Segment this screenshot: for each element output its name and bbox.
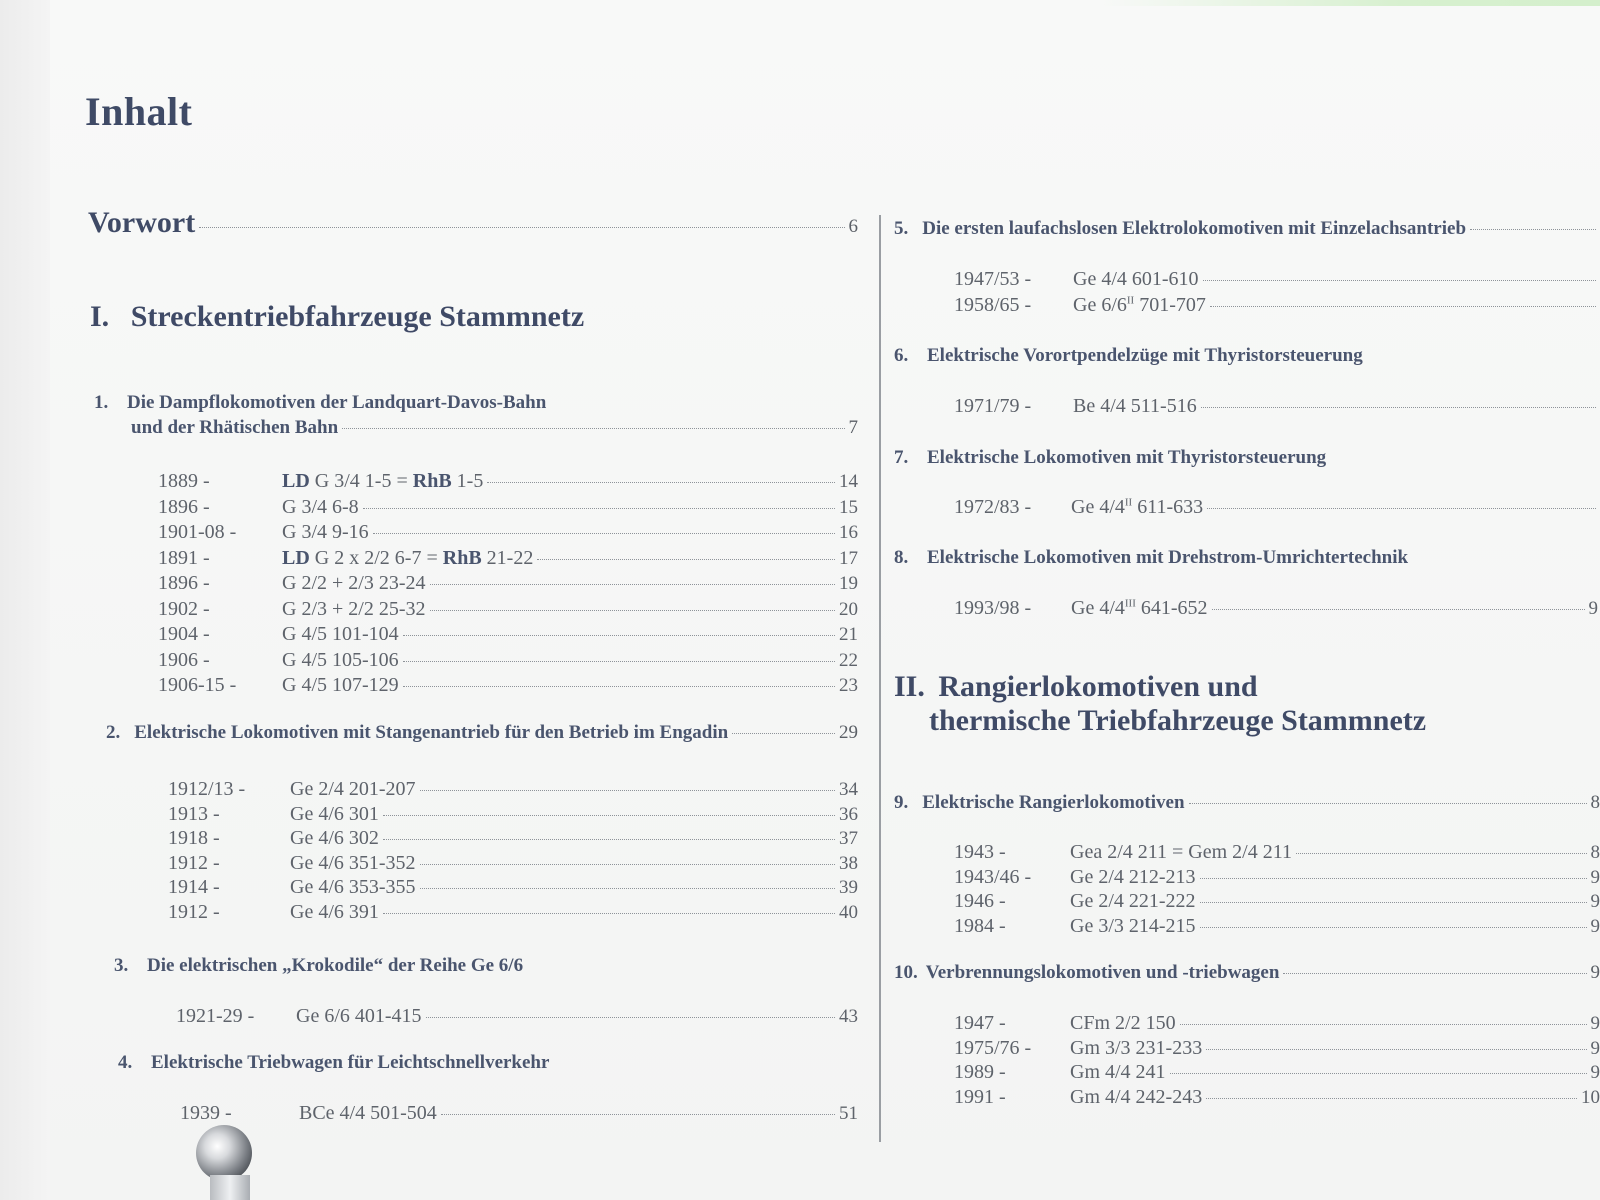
toc-entry[interactable] bbox=[1070, 1086, 1600, 1109]
page-number: 37 bbox=[839, 828, 858, 849]
dot-leader bbox=[1283, 973, 1586, 974]
toc-entry[interactable] bbox=[282, 649, 858, 672]
entry-title: Ge $4/4^{III}$ 641-652 bbox=[1071, 597, 1208, 619]
page-number: 8 bbox=[1590, 792, 1600, 813]
entry-title: Ge 2/4 201-207 bbox=[290, 778, 416, 800]
entry-year: 1971/79 - bbox=[954, 395, 1032, 417]
entry-title: LD G 3/4 1-5 = RhB 1-5 bbox=[282, 470, 484, 492]
entry-year: 1972/83 - bbox=[954, 496, 1032, 518]
dot-leader bbox=[430, 610, 836, 611]
toc-entry[interactable] bbox=[282, 623, 858, 646]
entry-year: 1947/53 - bbox=[954, 268, 1032, 290]
page-number: 9 bbox=[1590, 962, 1600, 983]
entry-title: Ge 2/4 212-213 bbox=[1070, 865, 1196, 888]
entry-title: G 3/4 6-8 bbox=[282, 495, 359, 518]
entry-year: 1889 - bbox=[158, 470, 210, 492]
dot-leader bbox=[1203, 280, 1596, 281]
toc-entry[interactable] bbox=[290, 901, 858, 924]
chapter-title: Die ersten laufachslosen Elektrolokomotiven mit Einzelachsantrieb bbox=[922, 218, 1467, 239]
page-number: 43 bbox=[839, 1006, 858, 1027]
entry-title: BCe 4/4 501-504 bbox=[299, 1102, 437, 1124]
page-number: 8 bbox=[1590, 842, 1600, 863]
railway-abbr: RhB bbox=[442, 546, 482, 569]
chapter-number: 10. bbox=[894, 962, 918, 983]
entry-title: Ge 6/6 401-415 bbox=[296, 1005, 422, 1027]
binder-knob bbox=[196, 1125, 252, 1181]
dot-leader bbox=[373, 533, 835, 534]
toc-entry[interactable] bbox=[282, 674, 858, 697]
entry-year: 1913 - bbox=[168, 802, 220, 825]
chapter-title: Elektrische Rangierlokomotiven bbox=[922, 792, 1185, 813]
toc-vorwort[interactable] bbox=[88, 206, 858, 240]
chapter-number: 2. bbox=[106, 722, 121, 743]
dot-leader bbox=[487, 482, 835, 483]
part-heading-1 bbox=[90, 300, 584, 334]
page-number: 21 bbox=[839, 624, 858, 645]
toc-entry[interactable] bbox=[1073, 395, 1600, 418]
chapter-title: Elektrische Vorortpendelzüge mit Thyristorsteuerung bbox=[927, 345, 1363, 366]
class-superscript: II bbox=[1126, 294, 1135, 307]
railway-abbr: RhB bbox=[412, 470, 452, 492]
entry-title: G 3/4 9-16 bbox=[282, 521, 369, 543]
entry-year: 1912/13 - bbox=[168, 778, 246, 800]
entry-title: G 4/5 107-129 bbox=[282, 674, 399, 696]
dot-leader bbox=[1207, 508, 1596, 509]
chapter-1-heading[interactable] bbox=[94, 392, 546, 414]
page-number: 14 bbox=[839, 471, 858, 492]
dot-leader bbox=[1180, 1024, 1587, 1025]
page-number: 51 bbox=[839, 1103, 858, 1124]
entry-year: 1902 - bbox=[158, 597, 210, 620]
chapter-number: 8. bbox=[894, 547, 909, 568]
dot-leader bbox=[1206, 1098, 1577, 1099]
chapter-title: Elektrische Lokomotiven mit Drehstrom-Umrichtertechnik bbox=[927, 547, 1409, 568]
dot-leader bbox=[1470, 229, 1596, 230]
part-heading-2 bbox=[894, 670, 1258, 704]
toc-entry[interactable] bbox=[1070, 915, 1600, 938]
dot-leader bbox=[383, 839, 835, 840]
entry-year: 1989 - bbox=[954, 1061, 1006, 1083]
dot-leader bbox=[420, 888, 835, 889]
entry-year: 1896 - bbox=[158, 495, 210, 518]
entry-year: 1939 - bbox=[180, 1102, 232, 1124]
dot-leader bbox=[1212, 609, 1585, 610]
page-number: 6 bbox=[848, 216, 858, 237]
entry-year: 1943/46 - bbox=[954, 865, 1032, 888]
entry-year: 1943 - bbox=[954, 841, 1006, 863]
toc-entry[interactable] bbox=[1070, 1061, 1600, 1084]
dot-leader bbox=[1189, 803, 1587, 804]
dot-leader bbox=[1200, 902, 1587, 903]
chapter-10-heading[interactable] bbox=[894, 962, 1600, 984]
page-number: 9 bbox=[1590, 1037, 1600, 1059]
dot-leader bbox=[1296, 853, 1587, 854]
chapter-title: Verbrennungslokomotiven und -triebwagen bbox=[925, 962, 1280, 983]
toc-entry[interactable] bbox=[282, 496, 858, 519]
entry-title: Ge 4/6 391 bbox=[290, 900, 379, 923]
background-band bbox=[1100, 0, 1600, 6]
toc-entry[interactable] bbox=[1070, 841, 1600, 864]
page-number: 22 bbox=[839, 649, 858, 671]
chapter-number: 1. bbox=[94, 392, 109, 413]
entry-title: Gea 2/4 211 = Gem 2/4 211 bbox=[1070, 841, 1292, 863]
entry-year: 1946 - bbox=[954, 890, 1006, 912]
page-number: 9 bbox=[1590, 915, 1600, 937]
chapter-number: 4. bbox=[118, 1052, 133, 1073]
entry-year: 1918 - bbox=[168, 827, 220, 849]
toc-entry[interactable] bbox=[296, 1005, 858, 1028]
entry-year: 1921-29 - bbox=[176, 1005, 255, 1027]
entry-year: 1896 - bbox=[158, 572, 210, 594]
entry-year: 1947 - bbox=[954, 1012, 1006, 1034]
dot-leader bbox=[1200, 878, 1587, 879]
toc-entry[interactable] bbox=[1073, 294, 1600, 317]
toc-entry[interactable] bbox=[1071, 496, 1600, 519]
dot-leader bbox=[342, 428, 844, 429]
entry-title: Gm 3/3 231-233 bbox=[1070, 1036, 1203, 1059]
page-number: 15 bbox=[839, 496, 858, 518]
entry-title: G 2/2 + 2/3 23-24 bbox=[282, 572, 426, 594]
chapter-title-cont: und der Rhätischen Bahn bbox=[131, 417, 339, 438]
chapter-4-heading[interactable] bbox=[118, 1052, 549, 1074]
entry-title: G 4/5 105-106 bbox=[282, 648, 399, 671]
toc-entry[interactable] bbox=[1070, 890, 1600, 913]
page-number: 36 bbox=[839, 803, 858, 825]
toc-entry[interactable] bbox=[299, 1102, 858, 1125]
entry-title: Ge 4/6 302 bbox=[290, 827, 379, 849]
page-number: 9 bbox=[1590, 1013, 1600, 1034]
dot-leader bbox=[1170, 1073, 1587, 1074]
dot-leader bbox=[383, 815, 835, 816]
chapter-number: 3. bbox=[114, 955, 129, 976]
class-superscript: III bbox=[1124, 597, 1136, 610]
entry-year: 1906 - bbox=[158, 648, 210, 671]
entry-year: 1993/98 - bbox=[954, 597, 1032, 619]
entry-title: Gm 4/4 241 bbox=[1070, 1061, 1166, 1083]
toc-entry[interactable] bbox=[1070, 1037, 1600, 1060]
page-number: 23 bbox=[839, 675, 858, 696]
railway-abbr: LD bbox=[282, 546, 310, 569]
page-number: 19 bbox=[839, 573, 858, 594]
toc-entry[interactable] bbox=[1070, 866, 1600, 889]
dot-leader bbox=[383, 913, 835, 914]
page-number: 10 bbox=[1581, 1086, 1600, 1108]
entry-year: 1891 - bbox=[158, 546, 210, 569]
toc-entry[interactable] bbox=[282, 470, 858, 493]
page-number: 38 bbox=[839, 852, 858, 874]
page-number: 29 bbox=[839, 722, 858, 743]
dot-leader bbox=[403, 635, 835, 636]
chapter-number: 7. bbox=[894, 447, 909, 468]
toc-entry[interactable] bbox=[282, 572, 858, 595]
binder-stand bbox=[210, 1175, 250, 1200]
toc-entry[interactable] bbox=[282, 598, 858, 621]
dot-leader bbox=[403, 661, 835, 662]
page-edge bbox=[0, 0, 50, 1200]
page-number: 16 bbox=[839, 522, 858, 543]
chapter-title: Die elektrischen „Krokodile“ der Reihe Ge 6/6 bbox=[147, 955, 524, 976]
dot-leader bbox=[430, 584, 836, 585]
part-number: I. bbox=[90, 300, 110, 333]
toc-entry[interactable] bbox=[290, 852, 858, 875]
part-heading-2-line2: thermische Triebfahrzeuge Stammnetz bbox=[929, 704, 1427, 737]
entry-title: G 2/3 + 2/2 25-32 bbox=[282, 597, 426, 620]
chapter-7-heading[interactable] bbox=[894, 447, 1326, 469]
entry-title: Ge 4/6 301 bbox=[290, 802, 379, 825]
dot-leader bbox=[363, 508, 835, 509]
page-number: 9 bbox=[1588, 598, 1598, 619]
entry-year: 1984 - bbox=[954, 914, 1006, 937]
dot-leader bbox=[1200, 927, 1587, 928]
toc-entry[interactable] bbox=[1073, 268, 1600, 291]
entry-title: Ge 4/4 601-610 bbox=[1073, 268, 1199, 290]
dot-leader bbox=[420, 864, 835, 865]
dot-leader bbox=[732, 733, 835, 734]
part-title: Streckentriebfahrzeuge Stammnetz bbox=[130, 300, 585, 333]
vorwort-label: Vorwort bbox=[88, 206, 196, 239]
page-number: 17 bbox=[839, 547, 858, 569]
entry-title: Ge 2/4 221-222 bbox=[1070, 890, 1196, 912]
toc-entry[interactable] bbox=[290, 778, 858, 801]
chapter-title: Elektrische Lokomotiven mit Thyristorsteuerung bbox=[927, 447, 1327, 468]
entry-year: 1975/76 - bbox=[954, 1036, 1032, 1059]
page-number: 9 bbox=[1590, 1062, 1600, 1083]
page-number: 40 bbox=[839, 901, 858, 923]
entry-title: Ge 4/6 353-355 bbox=[290, 876, 416, 898]
page-title: Inhalt bbox=[85, 89, 193, 134]
chapter-number: 5. bbox=[894, 218, 909, 239]
chapter-number: 9. bbox=[894, 792, 909, 813]
toc-entry[interactable] bbox=[1071, 597, 1598, 620]
page-number: 9 bbox=[1590, 866, 1600, 888]
entry-year: 1901-08 - bbox=[158, 521, 237, 543]
entry-title: Gm 4/4 242-243 bbox=[1070, 1085, 1203, 1108]
page-number: 9 bbox=[1590, 891, 1600, 912]
class-superscript: II bbox=[1124, 496, 1133, 509]
toc-entry[interactable] bbox=[290, 876, 858, 899]
chapter-2-heading[interactable] bbox=[106, 722, 858, 744]
entry-year: 1914 - bbox=[168, 876, 220, 898]
dot-leader bbox=[1206, 1049, 1586, 1050]
entry-title: Be 4/4 511-516 bbox=[1073, 395, 1197, 417]
toc-entry[interactable] bbox=[282, 547, 858, 570]
chapter-title: Elektrische Lokomotiven mit Stangenantrieb für den Betrieb im Engadin bbox=[134, 722, 729, 743]
entry-year: 1912 - bbox=[168, 851, 220, 874]
part-number: II. bbox=[894, 670, 925, 703]
chapter-9-heading[interactable] bbox=[894, 792, 1600, 814]
entry-year: 1906-15 - bbox=[158, 674, 237, 696]
chapter-1-heading-line2[interactable] bbox=[131, 417, 858, 439]
page-number: 34 bbox=[839, 779, 858, 800]
chapter-8-heading[interactable] bbox=[894, 547, 1408, 569]
entry-year: 1958/65 - bbox=[954, 294, 1032, 316]
dot-leader bbox=[537, 559, 835, 560]
dot-leader bbox=[426, 1017, 835, 1018]
chapter-5-heading[interactable] bbox=[894, 218, 1600, 240]
toc-entry[interactable] bbox=[290, 803, 858, 826]
dot-leader bbox=[420, 790, 835, 791]
entry-year: 1904 - bbox=[158, 623, 210, 645]
dot-leader bbox=[441, 1114, 835, 1115]
entry-year: 1912 - bbox=[168, 900, 220, 923]
railway-abbr: LD bbox=[282, 470, 310, 492]
page-number: 20 bbox=[839, 598, 858, 620]
entry-title: Ge $4/4^{II}$ 611-633 bbox=[1071, 496, 1204, 518]
toc-entry[interactable] bbox=[282, 521, 858, 544]
entry-title: Ge 3/3 214-215 bbox=[1070, 914, 1196, 937]
entry-title: CFm 2/2 150 bbox=[1070, 1012, 1176, 1034]
part-title: Rangierlokomotiven und bbox=[938, 670, 1258, 703]
chapter-number: 6. bbox=[894, 345, 909, 366]
column-divider bbox=[879, 215, 881, 1142]
entry-title: Ge $6/6^{II}$ 701-707 bbox=[1073, 294, 1206, 316]
chapter-title: Elektrische Triebwagen für Leichtschnellverkehr bbox=[151, 1052, 550, 1073]
chapter-title: Die Dampflokomotiven der Landquart-Davos-Bahn bbox=[127, 392, 547, 413]
chapter-6-heading[interactable] bbox=[894, 345, 1363, 367]
entry-title: LD G 2 x 2/2 6-7 = RhB 21-22 bbox=[282, 546, 534, 569]
entry-title: G 4/5 101-104 bbox=[282, 623, 399, 645]
dot-leader bbox=[1201, 407, 1596, 408]
dot-leader bbox=[199, 227, 844, 228]
chapter-3-heading[interactable] bbox=[114, 955, 523, 977]
page-number: 7 bbox=[848, 417, 858, 438]
entry-title: Ge 4/6 351-352 bbox=[290, 851, 416, 874]
toc-entry[interactable] bbox=[1070, 1012, 1600, 1035]
entry-year: 1991 - bbox=[954, 1085, 1006, 1108]
dot-leader bbox=[403, 686, 835, 687]
dot-leader bbox=[1210, 306, 1596, 307]
toc-entry[interactable] bbox=[290, 827, 858, 850]
page-number: 39 bbox=[839, 877, 858, 898]
